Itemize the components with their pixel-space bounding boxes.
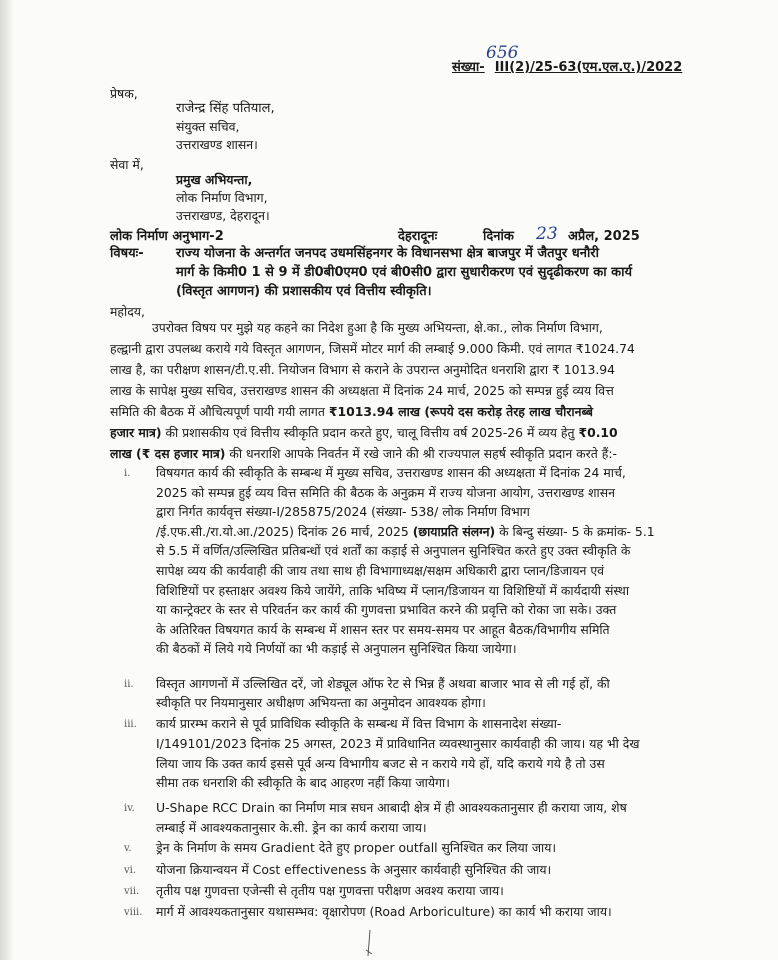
pen-mark <box>360 928 378 958</box>
body-line-7-text: की धनराशि आपके निवर्तन में रखे जाने की श्री राज्यपाल सहर्ष स्वीकृति प्रदान करते हैं:- <box>225 446 617 461</box>
sanctioned-amount: ₹1013.94 लाख (रूपये दस करोड़ तेरह लाख चौरानब्बे <box>328 404 593 419</box>
current-year-amount-words: लाख (₹ दस हजार मात्र) <box>110 446 226 461</box>
section-name: लोक निर्माण अनुभाग-2 <box>110 229 224 244</box>
recipient-department: लोक निर्माण विभाग, <box>176 190 268 205</box>
condition-line: I/149101/2023 दिनांक 25 अगस्त, 2023 में प्राविधानित व्यवस्थानुसार कार्यवाही की जाय। यह भी देख <box>156 735 640 751</box>
condition-line: विशिष्टियों पर हस्ताक्षर अवश्य किये जायेंगे, ताकि भविष्य में प्लान/डिजायन या विशिष्टियों में कार्यदायी संस्था <box>156 582 630 598</box>
body-line-6 <box>110 425 618 441</box>
salutation: महोदय, <box>110 304 145 319</box>
date-day-handwritten: 23 <box>536 224 558 244</box>
handwritten-number: 656 <box>486 43 519 63</box>
body-line-4: लाख के सापेक्ष मुख्य सचिव, उत्तराखण्ड शासन की अध्यक्षता में दिनांक 24 मार्च, 2025 को सम्पन्न हुई व्यय वित्त <box>110 383 614 398</box>
condition-line: द्वारा निर्गत कार्यवृत्त संख्या-I/285875/2024 (संख्या- 538/ लोक निर्माण विभाग <box>156 504 530 520</box>
condition-number: iii. <box>124 719 137 730</box>
sender-name: राजेन्द्र सिंह पतियाल, <box>176 101 275 116</box>
attachment-note: (छायाप्रति संलग्न) <box>412 523 496 539</box>
subject-line-2: मार्ग के किमी0 1 से 9 में डी0बी0एम0 एवं बी0सी0 द्वारा सुधारीकरण एवं सुदृढीकरण का कार्य <box>176 265 632 280</box>
condition-number: vii. <box>124 886 140 897</box>
condition-line: या कान्ट्रेक्टर के स्तर से परिवर्तन कर कार्य की गुणवत्ता प्रभावित करने की प्रवृत्ति को रोका जा सके। उक्त <box>156 602 617 618</box>
condition-line: तृतीय पक्ष गुणवत्ता एजेन्सी से तृतीय पक्ष गुणवत्ता परीक्षण अवश्य कराया जाय। <box>156 883 504 898</box>
condition-line: U-Shape RCC Drain का निर्माण मात्र सघन आबादी क्षेत्र में ही आवश्यकतानुसार ही कराया जाय, शेष <box>156 800 627 815</box>
condition-line: से 5.5 में वर्णित/उल्लिखित प्रतिबन्धों एवं शर्तों का कड़ाई से अनुपालन सुनिश्चित करते हुए उक्त स्वीकृति के <box>156 543 631 559</box>
condition-number: i. <box>124 468 131 479</box>
condition-line: 2025 को सम्पन्न हुई व्यय वित्त समिति की बैठक के अनुक्रम में राज्य योजना आयोग, उत्तराखण्ड शासन <box>156 484 615 500</box>
condition-line: के अतिरिक्त विषयगत कार्य के सम्बन्ध में शासन स्तर पर समय-समय पर आहूत बैठक/विभागीय समिति <box>156 621 610 637</box>
body-line-3: लाख है, का परीक्षण शासन/टी.ए.सी. नियोजन विभाग से कराने के उपरान्त अनुमोदित धनराशि द्वारा ₹ 1013.94 <box>110 362 616 377</box>
subject-line-3: (विस्तृत आगणन) की प्रशासकीय एवं वित्तीय स्वीकृति। <box>176 284 432 299</box>
sender-office: उत्तराखण्ड शासन। <box>176 137 258 152</box>
reference-value: III(2)/25-63(एम.एल.ए.)/2022 <box>494 60 683 75</box>
condition-line: स्वीकृति पर नियमानुसार अधीक्षण अभियन्ता का अनुमोदन आवश्यक होगा। <box>156 695 486 710</box>
body-line-1: उपरोक्त विषय पर मुझे यह कहने का निदेश हुआ है कि मुख्य अभियन्ता, क्षे.का., लोक निर्माण विभाग, <box>152 320 603 335</box>
sender-designation: संयुक्त सचिव, <box>176 119 240 134</box>
condition-line: की बैठकों में लिये गये निर्णयों का भी कड़ाई से अनुपालन सुनिश्चित किया जायेगा। <box>156 641 517 657</box>
body-line-7 <box>110 446 617 462</box>
body-line-5-text: समिति की बैठक में औचित्यपूर्ण पायी गयी लागत <box>110 404 329 419</box>
subject-label: विषयः- <box>110 246 144 261</box>
condition-line: विषयगत कार्य की स्वीकृति के सम्बन्ध में मुख्य सचिव, उत्तराखण्ड शासन की अध्यक्षता में दिनांक 24 मार्च, <box>156 465 626 480</box>
condition-number: iv. <box>124 803 135 814</box>
condition-number: vi. <box>124 865 137 876</box>
condition-line: ड्रेन के निर्माण के समय Gradient देते हुए proper outfall सुनिश्चित कर लिया जाय। <box>156 840 557 855</box>
condition-text: के बिन्दु संख्या- 5 के क्रमांक- 5.1 <box>495 523 655 539</box>
condition-number: v. <box>124 843 132 854</box>
body-line-5 <box>110 404 593 420</box>
subject-line-1: राज्य योजना के अन्तर्गत जनपद उधमसिंहनगर के विधानसभा क्षेत्र बाजपुर में जैतपुर धनौरी <box>176 246 599 261</box>
condition-line: योजना क्रियान्वयन में Cost effectiveness के अनुसार कार्यवाही सुनिश्चित की जाय। <box>156 862 552 877</box>
condition-text: /ई.एफ.सी./रा.यो.आ./2025) दिनांक 26 मार्च, 2025 <box>156 523 413 539</box>
recipient-label: सेवा में, <box>110 157 144 172</box>
reference-label: संख्या- <box>452 60 485 75</box>
condition-line: मार्ग में आवश्यकतानुसार यथासम्भव: वृक्षारोपण (Road Arboriculture) का कार्य भी कराया जाय। <box>156 904 612 919</box>
condition-line: विस्तृत आगणनों में उल्लिखित दरें, जो शेड्यूल ऑफ रेट से भिन्न हैं अथवा बाजार भाव से ली गई हों, की <box>156 676 610 691</box>
condition-line: लम्बाई में आवश्यकतानुसार के.सी. ड्रेन का कार्य कराया जाय। <box>156 819 427 835</box>
condition-line <box>156 524 655 540</box>
amount-words-end: हजार मात्र) <box>110 425 162 440</box>
condition-line: सीमा तक धनराशि की स्वीकृति के बाद आहरण नहीं किया जायेगा। <box>156 775 450 791</box>
condition-number: viii. <box>124 907 143 918</box>
sender-label: प्रेषक, <box>110 86 138 101</box>
condition-line: सापेक्ष व्यय की कार्यवाही की जाय तथा साथ ही विभागाध्यक्ष/सक्षम अधिकारी द्वारा प्लान/डिजायन एवं <box>156 563 605 578</box>
condition-number: ii. <box>124 679 134 690</box>
date-month-year: अप्रैल, 2025 <box>568 229 640 244</box>
current-year-amount: ₹0.10 <box>578 425 618 440</box>
condition-line: कार्य प्रारम्भ कराने से पूर्व प्राविधिक स्वीकृति के सम्बन्ध में वित्त विभाग के शासनादेश संख्या- <box>156 716 562 731</box>
body-line-6-text: की प्रशासकीय एवं वित्तीय स्वीकृति प्रदान करते हुए, चालू वित्तीय वर्ष 2025-26 में व्यय हेतु <box>161 425 579 440</box>
recipient-title: प्रमुख अभियन्ता, <box>176 172 253 187</box>
body-line-2: हल्द्वानी द्वारा उपलब्ध कराये गये विस्तृत आगणन, जिसमें मोटर मार्ग की लम्बाई 9.000 किमी. एवं लागत ₹1024.74 <box>110 341 635 356</box>
reference-number <box>452 60 682 76</box>
page-edge-shadow <box>0 0 14 960</box>
recipient-place: उत्तराखण्ड, देहरादून। <box>176 208 270 223</box>
condition-line: लिया जाय कि उक्त कार्य इससे पूर्व अन्य विभागीय बजट से न कराये गये हों, यदि कराये गये है तो उस <box>156 755 605 771</box>
date-label: दिनांक <box>483 229 514 244</box>
dateline-place: देहरादूनः <box>398 229 438 244</box>
